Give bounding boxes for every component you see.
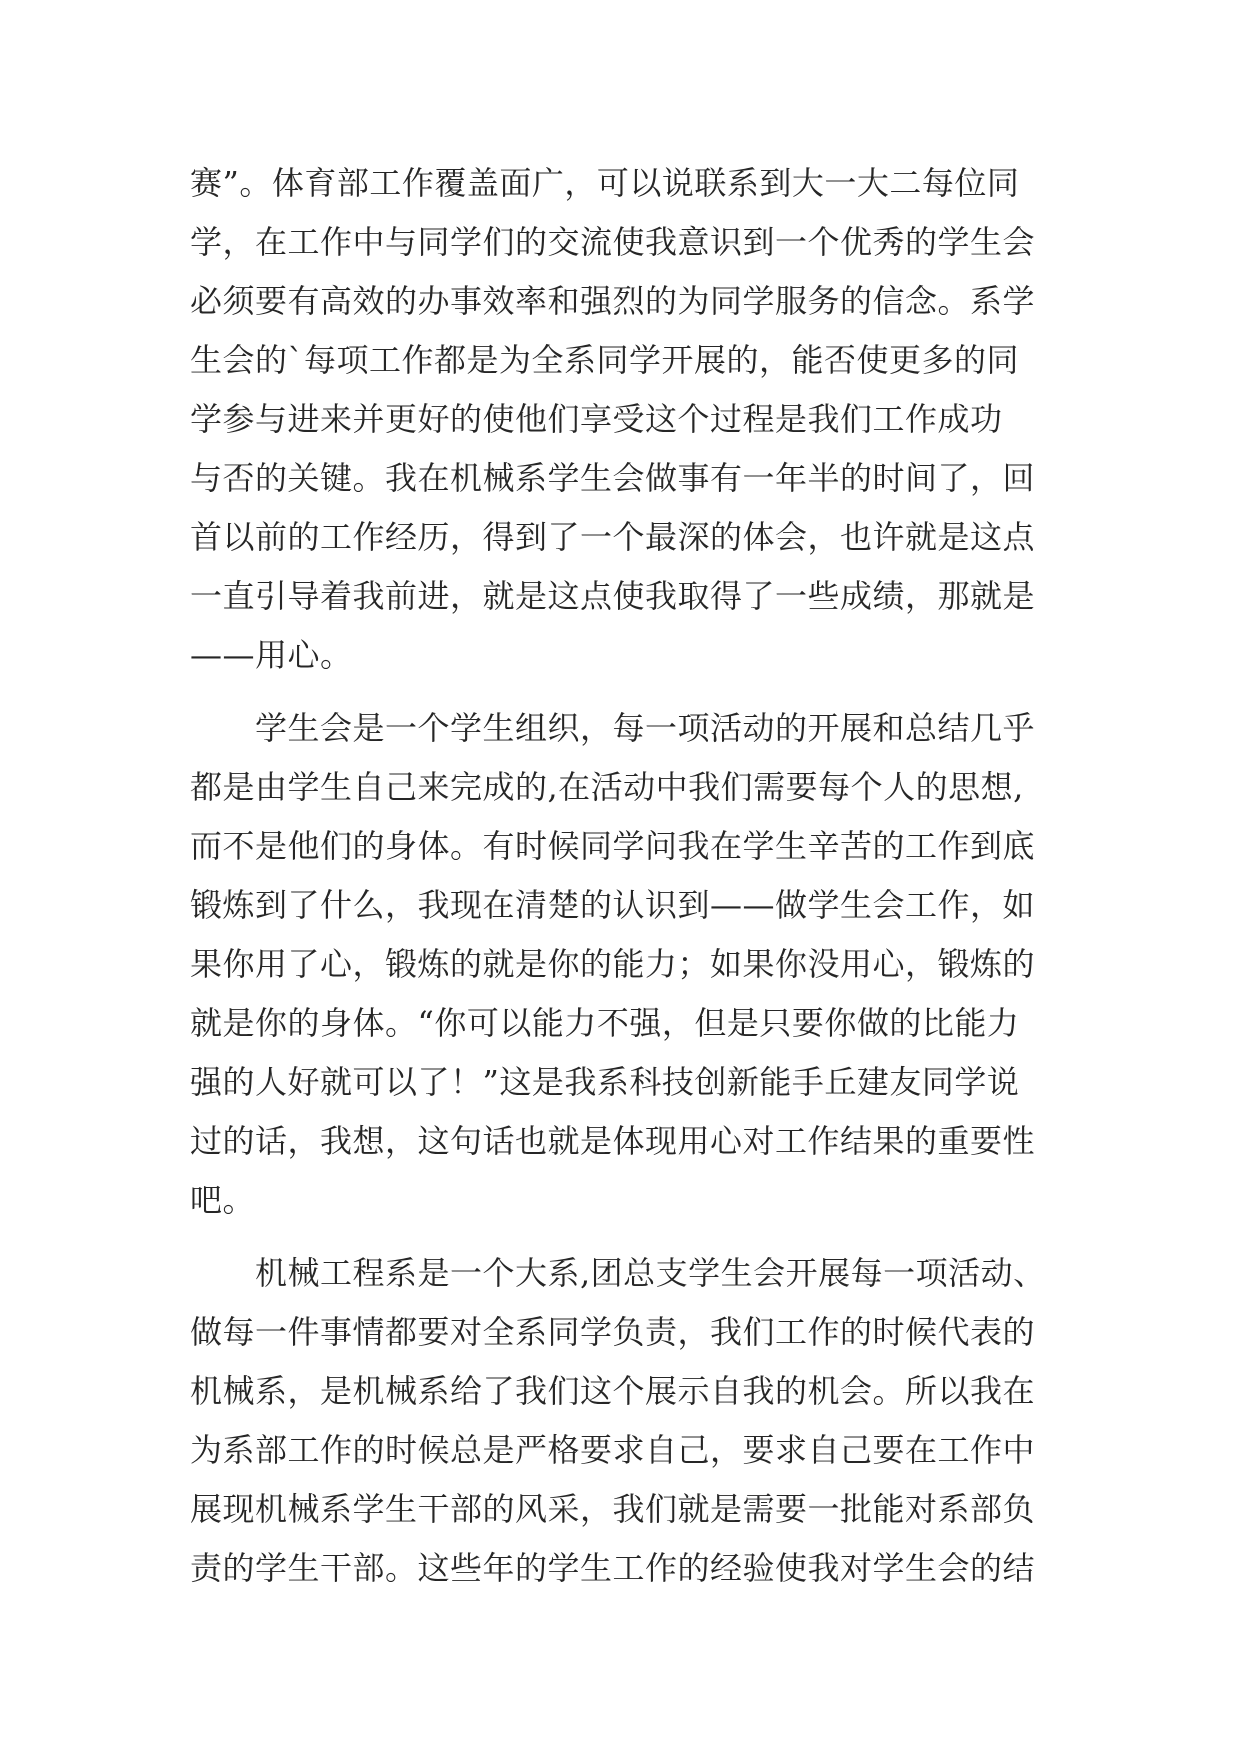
text-line: 首以前的工作经历，得到了一个最深的体会，也许就是这点: [190, 518, 1036, 556]
text-line: 为系部工作的时候总是严格要求自己，要求自己要在工作中: [190, 1431, 1036, 1469]
text-line: 都是由学生自己来完成的,在活动中我们需要每个人的思想,: [190, 768, 1024, 806]
text-line: 吧。: [190, 1181, 256, 1219]
paragraph-gap: [190, 1230, 1060, 1244]
paragraph-1: [190, 154, 1060, 685]
paragraph-3: [190, 1244, 1060, 1598]
text-line: 一直引导着我前进，就是这点使我取得了一些成绩，那就是: [190, 577, 1036, 615]
text-line: 展现机械系学生干部的风采，我们就是需要一批能对系部负: [190, 1490, 1036, 1528]
text-line: 做每一件事情都要对全系同学负责，我们工作的时候代表的: [190, 1313, 1036, 1351]
text-line: 学生会是一个学生组织，每一项活动的开展和总结几乎: [190, 709, 1036, 747]
paragraph-2: [190, 699, 1060, 1230]
text-line: 强的人好就可以了！”这是我系科技创新能手丘建友同学说: [190, 1063, 1020, 1101]
text-line: 就是你的身体。“你可以能力不强，但是只要你做的比能力: [190, 1004, 1020, 1042]
text-line: 责的学生干部。这些年的学生工作的经验使我对学生会的结: [190, 1549, 1036, 1587]
text-line: 过的话，我想，这句话也就是体现用心对工作结果的重要性: [190, 1122, 1036, 1160]
text-line: 生会的`每项工作都是为全系同学开展的，能否使更多的同: [190, 341, 1020, 379]
text-line: 而不是他们的身体。有时候同学问我在学生辛苦的工作到底: [190, 827, 1036, 865]
paragraph-gap: [190, 685, 1060, 699]
text-line: 学参与进来并更好的使他们享受这个过程是我们工作成功: [190, 400, 1003, 438]
text-line: 与否的关键。我在机械系学生会做事有一年半的时间了，回: [190, 459, 1036, 497]
text-line: 锻炼到了什么，我现在清楚的认识到——做学生会工作，如: [190, 886, 1036, 924]
document-body: [190, 154, 1060, 1598]
text-line: 学，在工作中与同学们的交流使我意识到一个优秀的学生会: [190, 223, 1036, 261]
text-line: 必须要有高效的办事效率和强烈的为同学服务的信念。系学: [190, 282, 1036, 320]
text-line: 机械工程系是一个大系,团总支学生会开展每一项活动、: [190, 1254, 1046, 1292]
text-line: 机械系，是机械系给了我们这个展示自我的机会。所以我在: [190, 1372, 1036, 1410]
text-line: 果你用了心，锻炼的就是你的能力；如果你没用心，锻炼的: [190, 945, 1036, 983]
text-line: 赛”。体育部工作覆盖面广，可以说联系到大一大二每位同: [190, 164, 1020, 202]
text-line: ——用心。: [190, 636, 353, 674]
